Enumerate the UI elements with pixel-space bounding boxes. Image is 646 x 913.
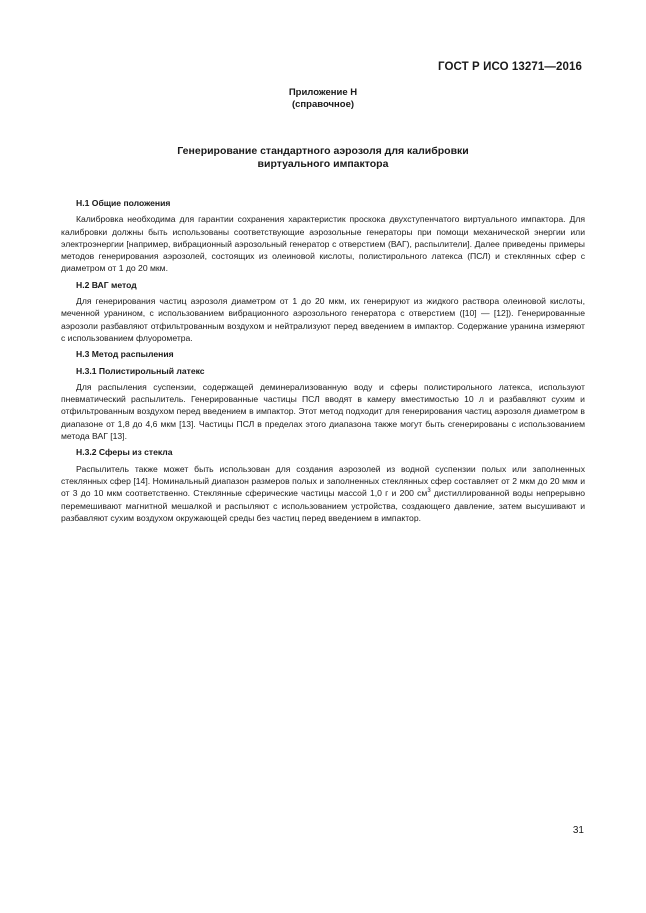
page-number: 31: [572, 825, 584, 836]
annex-title-line1: Генерирование стандартного аэрозоля для калибровки: [177, 145, 469, 157]
paragraph-n32-part1: Распылитель также может быть использован для создания аэрозолей из водной суспензии полых или заполненных стеклянных сфер [14]. Номинальный диапазон размеров полых и заполненных стеклянных сфер составляет от 2 мкм до 20 мкм и от 3 до 10 мкм соответственно. Стеклянные сферические частицы массой 1,0 г и 200 см: [61, 463, 585, 499]
annex-label: Приложение Н: [288, 87, 358, 98]
section-heading-n1: Н.1 Общие положения: [76, 198, 171, 208]
section-heading-n32: Н.3.2 Сферы из стекла: [76, 447, 173, 458]
paragraph-n32-part2: дистиллированной воды непрерывно перемешивают магнитной мешалкой и распыляют с использованием устройства, создающего давление, затем высушивают и разбавляют сухим воздухом окружающей среды без частиц перед введением в импактор.: [61, 488, 585, 523]
superscript-cube: 3: [427, 488, 431, 495]
annex-title-line2: виртуального импактора: [257, 158, 389, 170]
standard-number: ГОСТ Р ИСО 13271—2016: [437, 61, 582, 73]
annex-title: [0, 145, 646, 171]
paragraph-n1: Калибровка необходима для гарантии сохранения характеристик проскока двухступенчатого виртуального импактора. Для калибровки должны быть использованы соответствующие аэрозольные генераторы при помощи механической энергии или электроэнергии [например, вибрационный аэрозольный генератор с отверстием (ВАГ), распылители]. Далее приведены примеры методов генерирования аэрозолей, состоящих из олеиновой кислоты, полистирольного латекса (ПСЛ) и стеклянных сфер с диаметром от 1 до 20 мкм.: [61, 214, 585, 274]
section-heading-n3: Н.3 Метод распыления: [76, 349, 174, 360]
annex-type: (справочное): [291, 99, 355, 110]
section-heading-n2: Н.2 ВАГ метод: [76, 279, 137, 290]
annex-heading: [0, 87, 646, 111]
paragraph-n2: Для генерирования частиц аэрозоля диаметром от 1 до 20 мкм, их генерируют из жидкого раствора олеиновой кислоты, меченной уранином, с использованием вибрационного аэрозольного генератора с отверстием ([10] — [12]). Генерированные аэрозоли разбавляют отфильтрованным воздухом и нейтрализуют перед введением в импактор. Содержание уранина измеряют с использованием флуорометра.: [61, 296, 585, 343]
document-body: [61, 197, 585, 528]
section-heading-n31: Н.3.1 Полистирольный латекс: [76, 365, 205, 376]
paragraph-n31: Для распыления суспензии, содержащей деминерализованную воду и сферы полистирольного латекса, используют пневматический распылитель. Генерированные частицы ПСЛ вводят в камеру вместимостью 10 л и разбавляют сухим и отфильтрованным воздухом перед введением в импактор. Этот метод подходит для генерирования частиц аэрозоля диаметром в диапазоне от 1,8 до 4,6 мкм [13]. Частицы ПСЛ в пределах этого диапазона также могут быть сгенерированы с использованием метода ВАГ [13].: [61, 381, 585, 442]
paragraph-n32: [61, 463, 585, 524]
